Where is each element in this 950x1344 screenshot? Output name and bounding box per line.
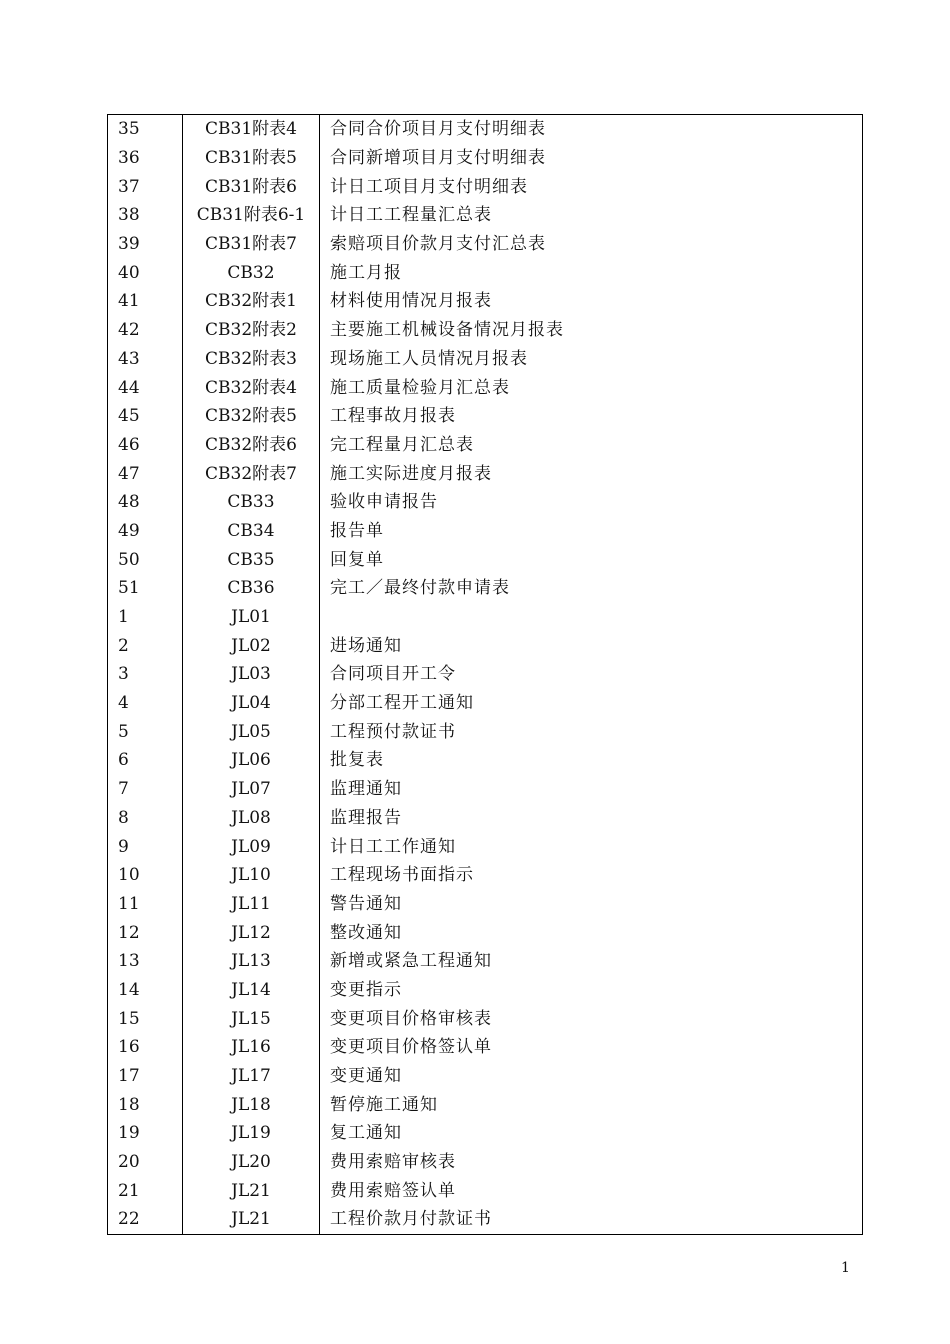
form-index-table: [107, 114, 863, 1235]
form-code: JL10: [183, 861, 320, 890]
form-name: 分部工程开工通知: [330, 693, 474, 714]
form-code: CB32附表2: [183, 316, 320, 345]
form-name: 批复表: [330, 750, 384, 771]
form-code: JL11: [183, 890, 320, 919]
table-row: [108, 947, 863, 976]
table-row: [108, 574, 863, 603]
form-name: 进场通知: [330, 635, 402, 656]
form-code: JL21: [183, 1205, 320, 1234]
form-code: JL13: [183, 947, 320, 976]
form-code: CB34: [183, 517, 320, 546]
table-row: [108, 373, 863, 402]
row-number: 40: [108, 258, 183, 287]
form-name: [320, 603, 863, 632]
table-row: [108, 402, 863, 431]
row-number: 41: [108, 287, 183, 316]
table-row: [108, 1033, 863, 1062]
table-row: [108, 631, 863, 660]
row-number: 10: [108, 861, 183, 890]
form-name: 主要施工机械设备情况月报表: [330, 320, 564, 341]
form-name: 警告通知: [330, 893, 402, 914]
row-number: 21: [108, 1176, 183, 1205]
row-number: 18: [108, 1090, 183, 1119]
table-row: [108, 689, 863, 718]
form-name: 工程事故月报表: [330, 406, 456, 427]
table-row: [108, 1090, 863, 1119]
row-number: 35: [108, 115, 183, 144]
table-row: [108, 603, 863, 632]
form-name: 监理通知: [330, 779, 402, 800]
form-name: 计日工工程量汇总表: [330, 205, 492, 226]
form-name: 完工／最终付款申请表: [330, 578, 510, 599]
form-code: JL16: [183, 1033, 320, 1062]
form-code: CB31附表5: [183, 144, 320, 173]
form-code: JL17: [183, 1062, 320, 1091]
row-number: 11: [108, 890, 183, 919]
table-row: [108, 832, 863, 861]
form-code: JL18: [183, 1090, 320, 1119]
form-name: 计日工工作通知: [330, 836, 456, 857]
row-number: 45: [108, 402, 183, 431]
form-name: 回复单: [330, 549, 384, 570]
row-number: 39: [108, 230, 183, 259]
table-row: [108, 861, 863, 890]
table-body: [108, 115, 863, 1235]
row-number: 7: [108, 775, 183, 804]
table-row: [108, 1176, 863, 1205]
form-code: CB31附表6-1: [183, 201, 320, 230]
row-number: 46: [108, 431, 183, 460]
form-name: 工程预付款证书: [330, 721, 456, 742]
row-number: 47: [108, 459, 183, 488]
table-row: [108, 517, 863, 546]
row-number: 8: [108, 804, 183, 833]
table-row: [108, 230, 863, 259]
row-number: 36: [108, 144, 183, 173]
form-code: CB31附表7: [183, 230, 320, 259]
table-row: [108, 890, 863, 919]
form-code: JL04: [183, 689, 320, 718]
form-name: 变更通知: [330, 1066, 402, 1087]
form-name: 费用索赔签认单: [330, 1180, 456, 1201]
form-name: 索赔项目价款月支付汇总表: [330, 234, 546, 255]
row-number: 22: [108, 1205, 183, 1234]
table-row: [108, 1205, 863, 1234]
form-code: JL19: [183, 1119, 320, 1148]
form-code: CB32附表4: [183, 373, 320, 402]
table-row: [108, 172, 863, 201]
form-name: 验收申请报告: [330, 492, 438, 513]
table-row: [108, 918, 863, 947]
form-code: CB36: [183, 574, 320, 603]
row-number: 1: [108, 603, 183, 632]
row-number: 12: [108, 918, 183, 947]
table-row: [108, 775, 863, 804]
row-number: 48: [108, 488, 183, 517]
form-code: JL03: [183, 660, 320, 689]
form-code: JL20: [183, 1148, 320, 1177]
form-code: CB35: [183, 545, 320, 574]
row-number: 14: [108, 976, 183, 1005]
row-number: 44: [108, 373, 183, 402]
table-row: [108, 459, 863, 488]
row-number: 50: [108, 545, 183, 574]
table-row: [108, 976, 863, 1005]
form-code: CB31附表6: [183, 172, 320, 201]
row-number: 15: [108, 1004, 183, 1033]
form-code: CB32附表5: [183, 402, 320, 431]
row-number: 3: [108, 660, 183, 689]
form-code: JL09: [183, 832, 320, 861]
form-code: CB32附表1: [183, 287, 320, 316]
table-row: [108, 746, 863, 775]
table-row: [108, 258, 863, 287]
form-code: CB32: [183, 258, 320, 287]
row-number: 49: [108, 517, 183, 546]
form-code: CB31附表4: [183, 115, 320, 144]
row-number: 16: [108, 1033, 183, 1062]
form-name: 暂停施工通知: [330, 1094, 438, 1115]
row-number: 4: [108, 689, 183, 718]
form-name: 合同项目开工令: [330, 664, 456, 685]
row-number: 20: [108, 1148, 183, 1177]
table-row: [108, 287, 863, 316]
table-row: [108, 545, 863, 574]
form-name: 施工月报: [330, 262, 402, 283]
table-row: [108, 488, 863, 517]
table-row: [108, 1062, 863, 1091]
row-number: 5: [108, 717, 183, 746]
row-number: 42: [108, 316, 183, 345]
table-row: [108, 115, 863, 144]
form-name: 合同新增项目月支付明细表: [330, 148, 546, 169]
row-number: 19: [108, 1119, 183, 1148]
form-code: JL01: [183, 603, 320, 632]
form-code: JL06: [183, 746, 320, 775]
form-code: JL02: [183, 631, 320, 660]
row-number: 6: [108, 746, 183, 775]
form-code: JL21: [183, 1176, 320, 1205]
row-number: 37: [108, 172, 183, 201]
page-number: 1: [841, 1260, 850, 1276]
row-number: 51: [108, 574, 183, 603]
form-name: 变更指示: [330, 979, 402, 1000]
table-row: [108, 144, 863, 173]
form-code: CB33: [183, 488, 320, 517]
form-name: 现场施工人员情况月报表: [330, 348, 528, 369]
table-row: [108, 316, 863, 345]
form-code: CB32附表6: [183, 431, 320, 460]
form-code: JL05: [183, 717, 320, 746]
table-row: [108, 804, 863, 833]
table-row: [108, 660, 863, 689]
form-code: CB32附表3: [183, 345, 320, 374]
form-name: 完工程量月汇总表: [330, 434, 474, 455]
form-code: JL12: [183, 918, 320, 947]
table-row: [108, 431, 863, 460]
form-name: 工程现场书面指示: [330, 865, 474, 886]
row-number: 13: [108, 947, 183, 976]
table-row: [108, 1004, 863, 1033]
form-name: 整改通知: [330, 922, 402, 943]
table-row: [108, 345, 863, 374]
form-name: 监理报告: [330, 807, 402, 828]
form-name: 报告单: [330, 520, 384, 541]
form-name: 施工质量检验月汇总表: [330, 377, 510, 398]
form-name: 材料使用情况月报表: [330, 291, 492, 312]
table-row: [108, 1119, 863, 1148]
table-row: [108, 1148, 863, 1177]
form-code: JL08: [183, 804, 320, 833]
form-name: 费用索赔审核表: [330, 1152, 456, 1173]
row-number: 17: [108, 1062, 183, 1091]
form-code: JL14: [183, 976, 320, 1005]
form-name: 变更项目价格签认单: [330, 1037, 492, 1058]
form-code: CB32附表7: [183, 459, 320, 488]
form-name: 工程价款月付款证书: [330, 1209, 492, 1230]
table-row: [108, 201, 863, 230]
form-code: JL15: [183, 1004, 320, 1033]
table-row: [108, 717, 863, 746]
row-number: 38: [108, 201, 183, 230]
row-number: 9: [108, 832, 183, 861]
row-number: 43: [108, 345, 183, 374]
form-code: JL07: [183, 775, 320, 804]
form-name: 变更项目价格审核表: [330, 1008, 492, 1029]
form-name: 合同合价项目月支付明细表: [330, 119, 546, 140]
form-name: 新增或紧急工程通知: [330, 951, 492, 972]
row-number: 2: [108, 631, 183, 660]
form-name: 施工实际进度月报表: [330, 463, 492, 484]
form-name: 计日工项目月支付明细表: [330, 176, 528, 197]
form-name: 复工通知: [330, 1123, 402, 1144]
